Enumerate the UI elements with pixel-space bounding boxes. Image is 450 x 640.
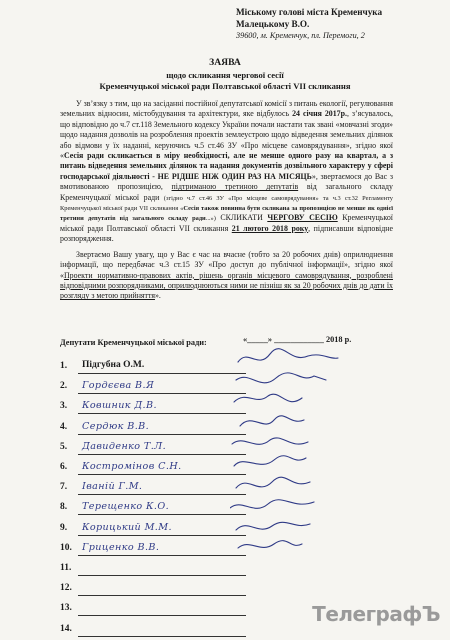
signature-line (78, 575, 246, 576)
signatory-number: 11. (60, 563, 72, 573)
signature-line (78, 454, 246, 455)
session-date: 21 лютого 2018 року (231, 223, 309, 233)
signatory-name: Іваній Г.М. (82, 481, 143, 493)
signatory-number: 5. (60, 441, 68, 452)
signatory-number: 7. (60, 482, 68, 493)
signatory-name: Терещенко К.О. (82, 501, 170, 513)
signature-9 (236, 522, 310, 530)
signature-line (78, 373, 246, 374)
signatory-number: 3. (60, 401, 68, 412)
signature-2 (236, 373, 326, 383)
p2-text-a: Звертаємо Вашу увагу, що у Вас є час на вчасне (тобто за 20 робочих днів) оприлюднення інформації, що передбачає ч.3 ст.15 ЗУ «Про доступ до публічної інформації», згідно якої « (60, 249, 393, 280)
call-session-phrase: ЧЕРГОВУ СЕСІЮ (267, 213, 338, 223)
signatory-name: Гриценко В.В. (82, 541, 160, 553)
signature-line (78, 494, 246, 495)
signatory-name: Сердюк В.В. (82, 420, 150, 432)
signature-line (78, 555, 246, 556)
signatory-number: 4. (60, 421, 68, 432)
signatory-number: 10. (60, 542, 72, 553)
signatory-number: 13. (60, 603, 72, 614)
signature-1 (238, 349, 338, 362)
signatory-name: Костромінов С.Н. (82, 461, 182, 472)
regulation-note: (згідно ч.7 ст.46 ЗУ «Про місцеве самоврядування» та ч.3 ст.32 Регламенту Кременчуцької міської ради VII скликання « (60, 194, 393, 213)
signature-line (78, 434, 246, 435)
signatory-name: Корицький М.М. (82, 521, 172, 533)
signature-4 (240, 416, 304, 426)
p1-text-d: від загального складу Кременчуцької міської ради (60, 182, 393, 202)
subtitle-line-1: щодо скликання чергової сесії (166, 70, 284, 80)
addressee-line-2: Малецькому В.О. (236, 19, 310, 29)
signatory-number: 6. (60, 462, 68, 472)
addressee-block (236, 6, 382, 42)
signature-3 (234, 394, 302, 402)
paragraph-2 (60, 250, 393, 302)
signature-7 (236, 477, 310, 488)
signature-5 (232, 438, 308, 444)
signature-line (78, 474, 246, 475)
signature-8 (230, 500, 314, 509)
regulation-note-end: ...») (205, 215, 216, 223)
date-line: «_____» ____________ 2018 р. (243, 335, 352, 344)
p2-text-b: ». (154, 291, 161, 301)
p1-text-e: СКЛИКАТИ (215, 213, 268, 223)
signature-line (78, 535, 246, 536)
signatory-number: 1. (60, 361, 68, 371)
signatory-name: Підгубна О.М. (82, 360, 145, 370)
signatory-name: Ковшник Д.В. (82, 400, 157, 412)
document-subtitle (0, 70, 450, 92)
signatory-number: 9. (60, 522, 68, 533)
subtitle-line-2: Кременчуцької міської ради Полтавської області VII скликання (99, 81, 351, 91)
law-quote: Сесія ради скликається в міру необхідності, але не менше одного разу на квартал, а з питань відведення земельних ділянок та надання документів дозвільного характеру у сфері господарської діяльності - НЕ РІДШЕ НІЖ ОДИН РАЗ НА МІСЯЦЬ (60, 151, 393, 181)
signature-line (78, 595, 246, 596)
regulation-quote: Сесія також повинна бути скликана за пропозицією не менше як однієї третини депутатів від загального складу ради (60, 205, 393, 223)
signature-10 (238, 541, 302, 548)
law-quote-2: Проекти нормативно-правових актів, рішень органів місцевого самоврядування, розроблені відповідними розпорядниками, оприлюднюються ними не пізніш як за 20 робочих днів до дати їх розгляду з метою прийняття (60, 270, 393, 301)
watermark-logo: ТелеграфЪ (312, 602, 440, 626)
signature-line (78, 413, 246, 414)
support-phrase: підтриманою третиною депутатів (171, 182, 299, 192)
signature-line (78, 514, 246, 515)
signatory-number: 2. (60, 381, 68, 392)
p1-text-f: Кременчуцької міської ради Полтавської області VII скликання (60, 213, 393, 233)
signatures-column (230, 340, 440, 630)
deputies-label: Депутати Кременчуцької міської ради: (60, 338, 207, 347)
signature-line (78, 615, 246, 616)
meeting-date: 24 січня 2017р. (292, 109, 347, 119)
document-body (60, 99, 393, 302)
p1-text-a: У зв’язку з тим, що на засіданні постійної депутатської комісії з питань екології, регулювання земельних відносин, містобудування та архітектури, яке відбулось (60, 99, 393, 119)
signature-line (78, 393, 246, 394)
signature-6 (234, 456, 306, 466)
p1-text-b: , з’ясувалось, що відповідно до ч.7 ст.118 Земельного кодексу України почали настати так звані «мовчазні згоди» щодо надання дозволів на розроблення проектів землеустрою щодо відведення земельних ділянок або відмови у їх наданні, керуючись ч.5 ст.46 ЗУ «Про місцеве самоврядування», згідно якої « (60, 109, 393, 161)
signatory-number: 12. (60, 583, 72, 594)
document-title: ЗАЯВА (209, 57, 241, 68)
signatory-number: 8. (60, 502, 68, 513)
p1-text-g: , підписавши відповідне розпорядження. (60, 223, 393, 244)
signatory-number: 14. (60, 623, 72, 634)
addressee-line-1: Міському голові міста Кременчука (236, 7, 383, 17)
addressee-address: 39600, м. Кременчук, пл. Перемоги, 2 (236, 31, 365, 40)
signatory-name: Давиденко Т.Л. (82, 440, 167, 452)
p1-text-c: », звертаємося до Вас з вмотивованою пропозицією, (60, 171, 393, 192)
signatory-name: Гордєєва В.Я (82, 380, 155, 392)
paragraph-1 (60, 99, 393, 245)
